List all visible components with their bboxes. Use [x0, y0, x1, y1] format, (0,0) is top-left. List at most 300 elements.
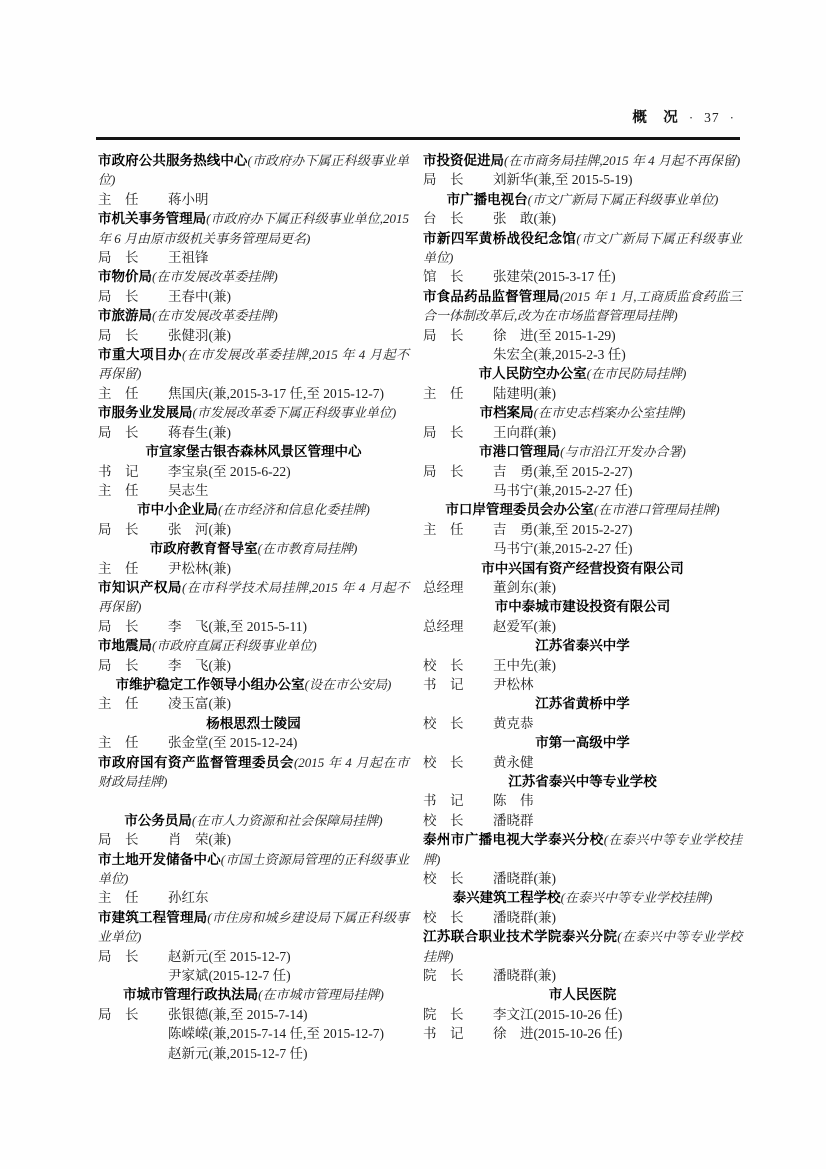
officer-role: 书 记 — [423, 793, 464, 809]
org-entry — [98, 151, 409, 209]
org-heading — [98, 151, 409, 190]
separator-dot: · — [688, 110, 695, 125]
org-entry — [423, 364, 742, 403]
org-heading — [423, 888, 742, 907]
officer-role: 主 任 — [98, 735, 139, 751]
org-heading — [98, 636, 409, 655]
officer-names — [493, 966, 742, 985]
officer-name: 潘晓群(兼) — [493, 871, 556, 887]
org-heading — [423, 151, 742, 170]
officer-names — [168, 656, 409, 675]
officer-role: 主 任 — [98, 191, 139, 207]
org-heading — [98, 539, 409, 558]
org-entry — [98, 345, 409, 403]
officer-name: 吴志生 — [168, 482, 209, 498]
org-entry — [423, 287, 742, 365]
officer-names — [168, 190, 409, 209]
officer-names — [168, 326, 409, 345]
org-name: 市第一高级中学 — [535, 735, 630, 751]
org-name: 市建筑工程管理局 — [98, 909, 208, 925]
org-heading — [98, 578, 409, 617]
officer-name: 黄克恭 — [493, 715, 534, 731]
org-heading — [423, 772, 742, 791]
page-header — [96, 106, 740, 127]
officer-row — [98, 559, 409, 578]
org-heading — [423, 597, 742, 616]
officer-names — [493, 578, 742, 597]
officer-role: 局 长 — [98, 618, 139, 634]
org-heading — [98, 850, 409, 889]
org-annotation: (在市发展改革委挂牌) — [152, 308, 278, 324]
officer-row — [423, 753, 742, 772]
org-annotation: (在市发展改革委挂牌,2015 年 4 月起不再保留) — [98, 347, 409, 382]
officer-role: 局 长 — [98, 948, 139, 964]
org-name: 江苏联合职业技术学院泰兴分院 — [423, 929, 618, 945]
officer-row — [98, 423, 409, 442]
officer-row — [98, 694, 409, 713]
officer-name: 马书宁(兼,2015-2-27 任) — [493, 541, 633, 557]
org-name: 市服务业发展局 — [98, 405, 193, 421]
officer-name: 潘晓群(兼) — [493, 968, 556, 984]
org-entry — [98, 442, 409, 500]
officer-row — [98, 656, 409, 675]
officer-role: 局 长 — [98, 424, 139, 440]
officer-role: 局 长 — [423, 463, 464, 479]
org-heading — [423, 500, 742, 519]
org-annotation: (市文广新局下属正科级事业单位) — [423, 230, 742, 266]
org-heading — [98, 675, 409, 694]
officer-names — [493, 617, 742, 636]
officer-row — [423, 869, 742, 888]
officer-name: 潘晓群(兼) — [493, 909, 556, 925]
org-entry — [423, 442, 742, 500]
org-name: 市旅游局 — [98, 308, 152, 324]
org-entry — [98, 578, 409, 636]
org-heading — [423, 927, 742, 966]
officer-role: 主 任 — [423, 521, 464, 537]
officer-role: 校 长 — [423, 909, 464, 925]
officer-name: 尹松林 — [493, 676, 534, 692]
officer-names — [493, 753, 742, 772]
org-name: 市政府教育督导室 — [149, 541, 258, 557]
officer-name: 张银德(兼,至 2015-7-14) — [168, 1006, 308, 1022]
officer-name: 凌玉富(兼) — [168, 696, 231, 712]
officer-names — [168, 462, 409, 481]
org-heading — [423, 559, 742, 578]
officer-role: 校 长 — [423, 754, 464, 770]
officer-name: 孙红东 — [168, 890, 209, 906]
officer-name: 焦国庆(兼,2015-3-17 任,至 2015-12-7) — [168, 385, 384, 401]
org-heading — [98, 908, 409, 947]
officer-row — [423, 811, 742, 830]
officer-role: 主 任 — [98, 696, 139, 712]
officer-role: 校 长 — [423, 715, 464, 731]
org-annotation: (2015 年 4 月起在市财政局挂牌) — [98, 754, 409, 789]
org-entry — [98, 539, 409, 578]
org-annotation: (与市沿江开发办合署) — [560, 444, 686, 460]
org-heading — [98, 209, 409, 248]
officer-name: 王向群(兼) — [493, 424, 556, 440]
officer-row — [423, 908, 742, 927]
officer-role: 局 长 — [423, 327, 464, 343]
officer-names — [493, 908, 742, 927]
officer-role: 校 长 — [423, 657, 464, 673]
officer-role: 局 长 — [98, 657, 139, 673]
officer-role: 主 任 — [98, 890, 139, 906]
org-entry — [98, 850, 409, 908]
officer-role: 局 长 — [98, 327, 139, 343]
org-name: 市食品药品监督管理局 — [423, 288, 560, 304]
org-heading — [423, 636, 742, 655]
org-entry — [98, 209, 409, 267]
org-annotation: (在泰兴中等专业学校挂牌) — [423, 929, 742, 964]
org-name: 市广播电视台 — [446, 191, 528, 207]
officer-name: 徐 进(至 2015-1-29) — [493, 327, 616, 343]
org-annotation: (在泰兴中等专业学校挂牌) — [560, 890, 713, 906]
officer-row — [98, 830, 409, 849]
section-spacer — [98, 791, 409, 810]
officer-name: 赵爱军(兼) — [493, 618, 556, 634]
org-annotation: (2015 年 1 月,工商质监食药监三合一体制改革后,改为在市场监督管理局挂牌) — [423, 288, 742, 324]
officer-name: 刘新华(兼,至 2015-5-19) — [493, 172, 633, 188]
org-annotation: (市政府直属正科级事业单位) — [152, 638, 317, 654]
officer-row — [423, 423, 742, 442]
officer-row — [423, 1024, 742, 1043]
officer-role: 校 长 — [423, 812, 464, 828]
officer-role: 局 长 — [98, 288, 139, 304]
officer-names — [493, 384, 742, 403]
org-entry — [98, 985, 409, 1063]
org-entry — [423, 403, 742, 442]
org-name: 市政府国有资产监督管理委员会 — [98, 754, 294, 770]
org-annotation: (市政府办下属正科级事业单位,2015 年 6 月由原市级机关事务管理局更名) — [98, 211, 409, 246]
officer-name: 蒋小明 — [168, 191, 209, 207]
officer-names — [168, 830, 409, 849]
officer-name: 尹家斌(2015-12-7 任) — [168, 968, 291, 984]
officer-role: 局 长 — [98, 521, 139, 537]
section-title: 概 况 — [632, 110, 679, 126]
officer-role: 主 任 — [98, 482, 139, 498]
officer-names — [168, 423, 409, 442]
org-entry — [423, 830, 742, 888]
org-annotation: (市发展改革委下属正科级事业单位) — [192, 405, 397, 421]
org-name: 泰州市广播电视大学泰兴分校 — [423, 832, 604, 848]
org-name: 市土地开发储备中心 — [98, 851, 221, 867]
officer-name: 肖 荣(兼) — [168, 832, 231, 848]
officer-names — [493, 209, 742, 228]
officer-role: 主 任 — [423, 385, 464, 401]
officer-row — [98, 384, 409, 403]
officer-name: 张建荣(2015-3-17 任) — [493, 269, 616, 285]
officer-names — [168, 1005, 409, 1063]
org-heading — [423, 985, 742, 1004]
officer-name: 王春中(兼) — [168, 288, 231, 304]
officer-role: 院 长 — [423, 1006, 464, 1022]
org-annotation: (设在市公安局) — [304, 676, 392, 692]
officer-role: 局 长 — [423, 424, 464, 440]
officer-role: 书 记 — [423, 676, 464, 692]
officer-names — [168, 559, 409, 578]
officer-names — [493, 520, 742, 559]
org-name: 江苏省泰兴中等专业学校 — [508, 774, 657, 789]
officer-names — [168, 617, 409, 636]
officer-role: 局 长 — [98, 1006, 139, 1022]
org-annotation: (在市科学技术局挂牌,2015 年 4 月起不再保留) — [98, 579, 409, 615]
officer-row — [423, 267, 742, 286]
org-entry — [98, 908, 409, 986]
officer-row — [423, 791, 742, 810]
officer-names — [493, 675, 742, 694]
officer-name: 董剑东(兼) — [493, 579, 556, 595]
org-heading — [423, 364, 742, 383]
officer-name: 张 河(兼) — [168, 521, 231, 537]
officer-role: 书 记 — [423, 1026, 464, 1042]
org-entry — [423, 888, 742, 927]
org-annotation: (市政府办下属正科级事业单位) — [98, 153, 409, 188]
org-entry — [98, 306, 409, 345]
org-entry — [423, 229, 742, 287]
officer-names — [493, 170, 742, 189]
officer-names — [168, 888, 409, 907]
org-annotation: (在市教育局挂牌) — [257, 541, 358, 557]
org-annotation: (在市经济和信息化委挂牌) — [218, 502, 370, 518]
org-annotation: (市国土资源局管理的正科级事业单位) — [98, 851, 410, 887]
org-heading — [98, 442, 409, 461]
officer-name: 马书宁(兼,2015-2-27 任) — [493, 482, 633, 498]
org-name: 市物价局 — [98, 269, 152, 285]
officer-row — [423, 617, 742, 636]
officer-row — [98, 326, 409, 345]
org-name: 市机关事务管理局 — [98, 211, 207, 227]
org-annotation: (在市史志档案办公室挂牌) — [533, 405, 686, 421]
org-name: 泰兴建筑工程学校 — [452, 890, 561, 906]
officer-name: 吉 勇(兼,至 2015-2-27) — [493, 521, 633, 537]
page-content — [98, 151, 742, 1063]
org-name: 市中小企业局 — [137, 502, 219, 518]
officer-role: 校 长 — [423, 871, 464, 887]
officer-row — [423, 520, 742, 559]
officer-role: 院 长 — [423, 968, 464, 984]
officer-row — [98, 888, 409, 907]
column-left — [98, 151, 409, 1063]
org-entry — [98, 753, 409, 792]
officer-role: 局 长 — [423, 172, 464, 188]
officer-row — [423, 966, 742, 985]
officer-name: 蒋春生(兼) — [168, 424, 231, 440]
officer-name: 陈嵘嵘(兼,2015-7-14 任,至 2015-12-7) — [168, 1026, 384, 1042]
officer-name: 赵新元(至 2015-12-7) — [168, 948, 291, 964]
org-heading — [423, 190, 742, 209]
org-name: 市新四军黄桥战役纪念馆 — [423, 230, 577, 246]
page-number: 37 — [704, 110, 720, 125]
org-annotation: (在市人力资源和社会保障局挂牌) — [191, 812, 383, 828]
officer-role: 局 长 — [98, 832, 139, 848]
org-heading — [423, 403, 742, 422]
officer-name: 徐 进(2015-10-26 任) — [493, 1026, 623, 1042]
org-annotation: (在市城市管理局挂牌) — [258, 987, 384, 1003]
officer-role: 书 记 — [98, 463, 139, 479]
officer-role: 台 长 — [423, 211, 464, 227]
org-heading — [98, 267, 409, 286]
officer-name: 陆建明(兼) — [493, 385, 556, 401]
officer-row — [98, 190, 409, 209]
officer-names — [493, 462, 742, 501]
officer-row — [423, 209, 742, 228]
org-name: 江苏省泰兴中学 — [535, 638, 630, 654]
officer-names — [168, 947, 409, 986]
org-entry — [423, 927, 742, 985]
org-heading — [423, 830, 742, 869]
officer-names — [168, 481, 409, 500]
officer-name: 黄永健 — [493, 754, 534, 770]
officer-names — [493, 714, 742, 733]
officer-names — [493, 1005, 742, 1024]
officer-role: 局 长 — [98, 250, 139, 266]
org-entry — [423, 772, 742, 830]
org-heading — [98, 985, 409, 1004]
officer-names — [168, 287, 409, 306]
officer-name: 朱宏全(兼,2015-2-3 任) — [493, 347, 626, 363]
org-entry — [98, 675, 409, 714]
org-entry — [423, 190, 742, 229]
officer-row — [423, 384, 742, 403]
officer-names — [168, 248, 409, 267]
officer-row — [423, 656, 742, 675]
officer-row — [423, 578, 742, 597]
org-entry — [98, 500, 409, 539]
officer-names — [493, 326, 742, 365]
org-heading — [423, 229, 742, 268]
org-entry — [423, 559, 742, 598]
org-name: 市港口管理局 — [479, 444, 561, 460]
officer-names — [493, 811, 742, 830]
org-entry — [98, 403, 409, 442]
org-entry — [98, 636, 409, 675]
officer-row — [98, 947, 409, 986]
separator-dot: · — [729, 110, 735, 125]
org-entry — [423, 597, 742, 636]
org-heading — [98, 500, 409, 519]
org-annotation: (在市港口管理局挂牌) — [593, 502, 720, 518]
officer-row — [98, 1005, 409, 1063]
officer-role: 馆 长 — [423, 269, 464, 285]
org-name: 市重大项目办 — [98, 347, 183, 363]
org-name: 市公务员局 — [124, 812, 192, 828]
org-name: 市政府公共服务热线中心 — [98, 153, 248, 168]
officer-names — [168, 384, 409, 403]
org-entry — [98, 811, 409, 850]
officer-row — [98, 462, 409, 481]
officer-names — [493, 423, 742, 442]
officer-row — [98, 248, 409, 267]
officer-row — [98, 287, 409, 306]
officer-role: 主 任 — [98, 560, 139, 576]
officer-row — [98, 520, 409, 539]
org-annotation: (市住房和城乡建设局下属正科级事业单位) — [98, 909, 409, 945]
officer-row — [423, 675, 742, 694]
org-entry — [423, 733, 742, 772]
officer-names — [493, 869, 742, 888]
officer-names — [493, 791, 742, 810]
org-entry — [423, 985, 742, 1043]
column-right — [423, 151, 742, 1063]
org-entry — [98, 714, 409, 753]
org-heading — [423, 442, 742, 461]
org-annotation: (在泰兴中等专业学校挂牌) — [423, 832, 742, 867]
org-name: 市人民医院 — [548, 987, 617, 1003]
officer-names — [493, 267, 742, 286]
org-name: 市知识产权局 — [98, 579, 183, 595]
officer-names — [493, 656, 742, 675]
org-annotation: (在市民防局挂牌) — [586, 366, 687, 382]
officer-row — [423, 170, 742, 189]
org-heading — [98, 306, 409, 325]
org-annotation: (在市商务局挂牌,2015 年 4 月起不再保留) — [504, 153, 741, 168]
officer-name: 李 飞(兼,至 2015-5-11) — [168, 618, 307, 634]
officer-row — [423, 1005, 742, 1024]
org-heading — [98, 403, 409, 422]
officer-name: 张金堂(至 2015-12-24) — [168, 735, 298, 751]
officer-names — [168, 733, 409, 752]
header-rule — [96, 137, 740, 140]
officer-row — [423, 462, 742, 501]
org-heading — [423, 694, 742, 713]
org-annotation: (市文广新局下属正科级事业单位) — [527, 191, 719, 207]
officer-name: 潘晓群 — [493, 812, 534, 828]
org-name: 市投资促进局 — [423, 153, 504, 168]
officer-names — [493, 1024, 742, 1043]
org-name: 市中兴国有资产经营投资有限公司 — [481, 560, 684, 576]
org-name: 市档案局 — [479, 405, 534, 421]
org-name: 杨根思烈士陵园 — [206, 715, 301, 731]
officer-role: 总经理 — [423, 579, 464, 595]
org-heading — [98, 714, 409, 733]
org-entry — [423, 636, 742, 694]
org-name: 江苏省黄桥中学 — [535, 696, 630, 712]
org-entry — [423, 694, 742, 733]
officer-name: 陈 伟 — [493, 793, 534, 809]
officer-role: 总经理 — [423, 618, 464, 634]
org-heading — [98, 345, 409, 384]
org-name: 市维护稳定工作领导小组办公室 — [115, 676, 305, 692]
org-name: 市城市管理行政执法局 — [123, 987, 259, 1003]
officer-name: 王中先(兼) — [493, 657, 556, 673]
org-name: 市中泰城市建设投资有限公司 — [494, 599, 671, 615]
org-heading — [423, 733, 742, 752]
officer-name: 李文江(2015-10-26 任) — [493, 1006, 623, 1022]
officer-row — [423, 326, 742, 365]
org-heading — [98, 753, 409, 792]
officer-row — [423, 714, 742, 733]
org-name: 市人民防空办公室 — [478, 366, 587, 382]
officer-role: 主 任 — [98, 385, 139, 401]
officer-names — [168, 694, 409, 713]
org-entry — [423, 500, 742, 558]
officer-name: 李 飞(兼) — [168, 657, 231, 673]
org-entry — [98, 267, 409, 306]
officer-name: 吉 勇(兼,至 2015-2-27) — [493, 463, 633, 479]
officer-names — [168, 520, 409, 539]
org-entry — [423, 151, 742, 190]
officer-row — [98, 617, 409, 636]
officer-name: 王祖锋 — [168, 250, 209, 266]
org-name: 市宣家堡古银杏森林风景区管理中心 — [145, 444, 362, 460]
officer-name: 赵新元(兼,2015-12-7 任) — [168, 1045, 308, 1061]
org-heading — [423, 287, 742, 326]
officer-row — [98, 481, 409, 500]
org-annotation: (在市发展改革委挂牌) — [152, 269, 278, 285]
org-name: 市口岸管理委员会办公室 — [445, 502, 594, 518]
